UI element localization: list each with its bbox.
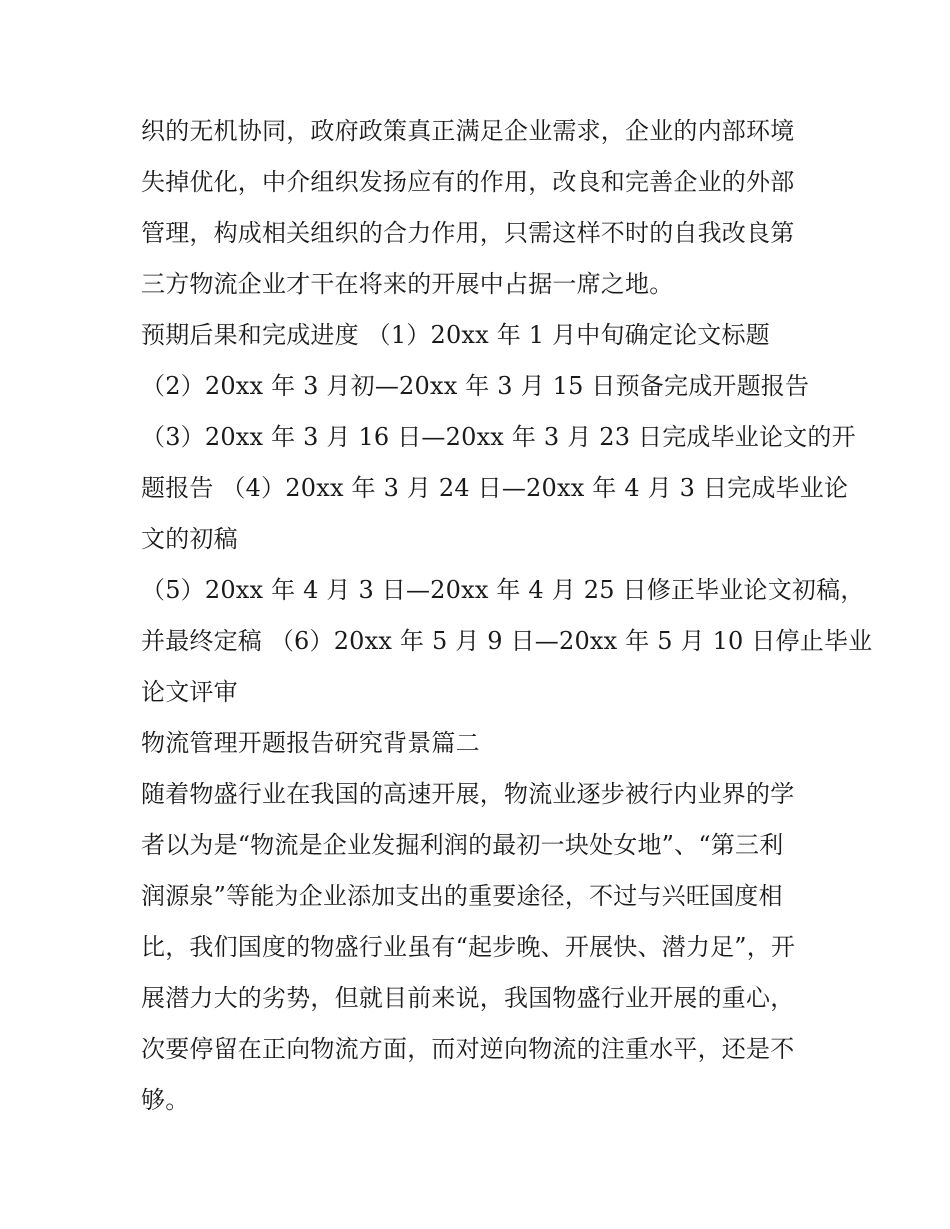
- text-line: 者以为是“物流是企业发掘利润的最初一块处女地”、“第三利: [141, 831, 784, 859]
- text-line: 题报告 （4）20xx 年 3 月 24 日—20xx 年 4 月 3 日完成毕业论: [141, 474, 849, 502]
- text-line: 随着物盛行业在我国的高速开展，物流业逐步被行内业界的学: [141, 780, 795, 808]
- document-body: [141, 106, 873, 1126]
- text-line: 文的初稿: [141, 525, 238, 553]
- text-line: 够。: [141, 1086, 190, 1114]
- text-line: 管理，构成相关组织的合力作用，只需这样不时的自我改良第: [141, 219, 795, 247]
- text-line: 论文评审: [141, 678, 238, 706]
- text-line: 织的无机协同，政府政策真正满足企业需求，企业的内部环境: [141, 117, 795, 145]
- text-line: 并最终定稿 （6）20xx 年 5 月 9 日—20xx 年 5 月 10 日停止毕业: [141, 627, 873, 655]
- text-line: 次要停留在正向物流方面，而对逆向物流的注重水平，还是不: [141, 1035, 795, 1063]
- text-line: 展潜力大的劣势，但就目前来说，我国物盛行业开展的重心，: [141, 984, 795, 1012]
- text-line: （5）20xx 年 4 月 3 日—20xx 年 4 月 25 日修正毕业论文初稿，: [141, 576, 865, 604]
- text-line: 失掉优化，中介组织发扬应有的作用，改良和完善企业的外部: [141, 168, 795, 196]
- text-line: 比，我们国度的物盛行业虽有“起步晚、开展快、潜力足”，开: [141, 933, 796, 961]
- text-line: 润源泉”等能为企业添加支出的重要途径，不过与兴旺国度相: [141, 882, 783, 910]
- text-line: （3）20xx 年 3 月 16 日—20xx 年 3 月 23 日完成毕业论文的开: [141, 423, 856, 451]
- section-heading: 物流管理开题报告研究背景篇二: [141, 729, 480, 757]
- text-line: 预期后果和完成进度 （1）20xx 年 1 月中旬确定论文标题: [141, 321, 770, 349]
- text-line: （2）20xx 年 3 月初—20xx 年 3 月 15 日预备完成开题报告: [141, 372, 810, 400]
- text-line: 三方物流企业才干在将来的开展中占据一席之地。: [141, 270, 674, 298]
